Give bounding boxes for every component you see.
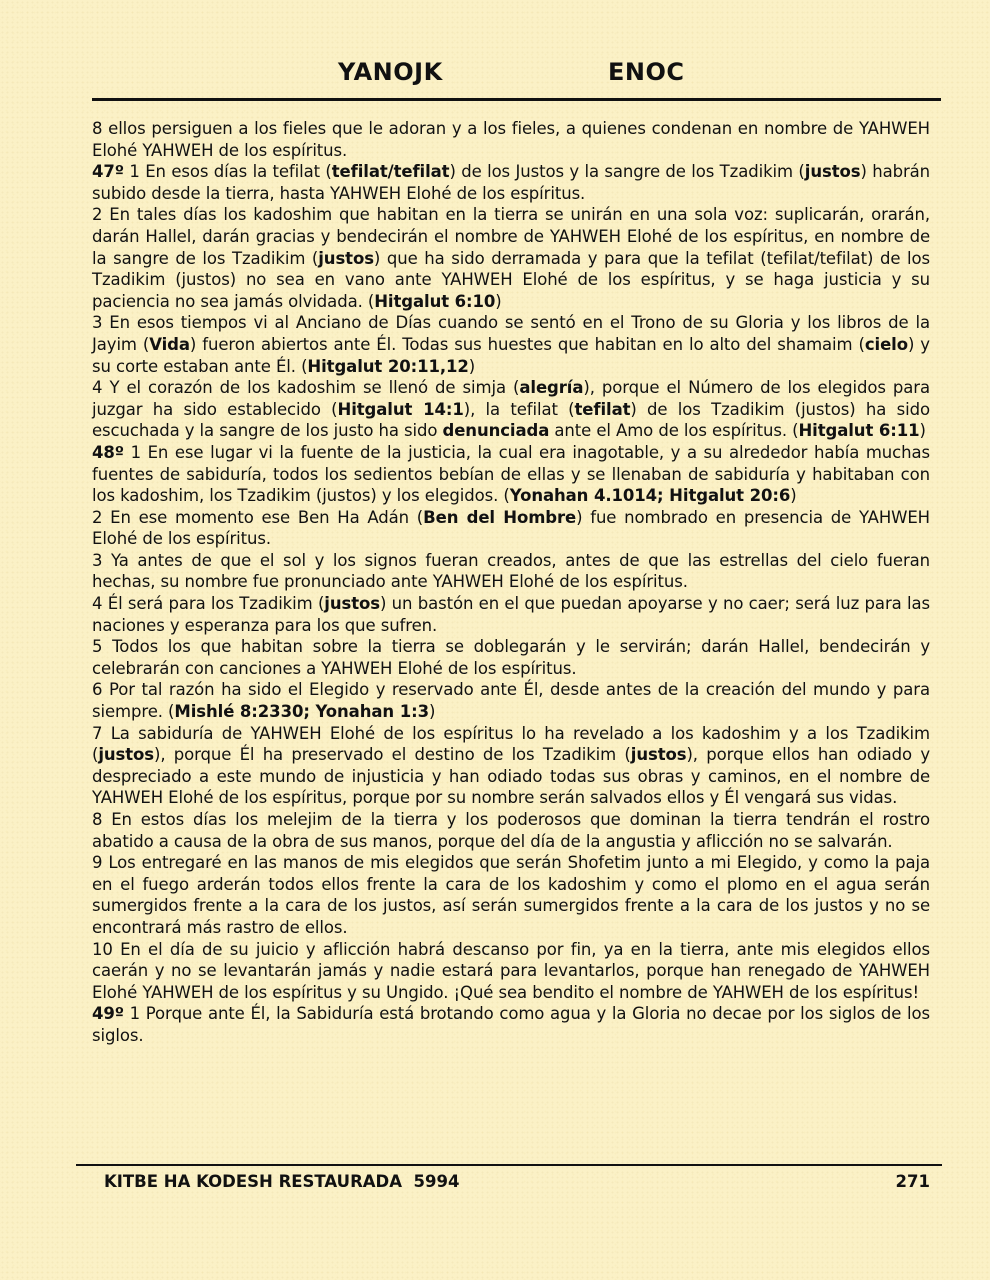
text-run: ) de los Justos y la sangre de los Tzadikim (: [449, 162, 805, 182]
text-run: 1 En esos días la tefilat (: [123, 162, 332, 182]
header-right-title: ENOC: [608, 58, 685, 86]
verse-paragraph: [92, 377, 930, 442]
text-run: 8 ellos persiguen a los fieles que le adoran y a los fieles, a quienes condenan en nombre de YAHWEH Elohé YAHWEH de los espíritus.: [92, 119, 930, 160]
verse-paragraph: [92, 939, 930, 1004]
footer-rule: [76, 1164, 942, 1166]
text-run: ), porque ellos han odiado y despreciado a este mundo de injusticia y han odiado todas sus obras y caminos, en el nombre de YAHWEH Elohé de los espíritus, porque por su nombre serán salvados ellos y Él vengará sus vidas.: [92, 745, 930, 808]
header-rule: [92, 98, 941, 101]
bold-text: justos: [324, 594, 380, 614]
text-run: ) y su corte estaban ante Él. (: [92, 334, 930, 376]
verse-paragraph: [92, 442, 930, 507]
text-run: ) fue nombrado en presencia de YAHWEH Elohé de los espíritus.: [92, 507, 930, 549]
text-run: 5 Todos los que habitan sobre la tierra se doblegarán y le servirán; darán Hallel, bendecirán y celebrarán con canciones a YAHWEH Elohé de los espíritus.: [92, 637, 930, 678]
bold-text: tefilat: [574, 399, 631, 419]
page-header: [92, 58, 942, 90]
bold-text: justos: [804, 162, 861, 182]
text-run: 2 En tales días los kadoshim que habitan en la tierra se unirán en una sola voz: suplicarán, orarán, darán Hallel, darán gracias y bendecirán el nombre de YAHWEH Elohé de los espíritus, en nombre de la sangre de los Tzadikim (: [92, 205, 930, 268]
bold-text: Hitgalut 14:1: [337, 399, 464, 419]
publication-title: KITBE HA KODESH RESTAURADA 5994: [104, 1172, 460, 1191]
verse-paragraph: [92, 723, 930, 809]
verse-paragraph: [92, 852, 930, 938]
page-number: 271: [895, 1172, 930, 1191]
text-run: 9 Los entregaré en las manos de mis elegidos que serán Shofetim junto a mi Elegido, y como la paja en el fuego arderán todos ellos frente la cara de los kadoshim y como el plomo en el agua serán sumergidos frente a la cara de los justos, así serán sumergidos frente a la cara de los justos y no se encontrará más rastro de ellos.: [92, 853, 930, 937]
text-run: ) de los Tzadikim (justos) ha sido escuchada y la sangre de los justo ha sido: [92, 399, 930, 441]
bold-text: Hitgalut 6:10: [374, 291, 496, 311]
bold-text: cielo: [864, 334, 908, 354]
text-run: 7 La sabiduría de YAHWEH Elohé de los espíritus lo ha revelado a los kadoshim y a los Tzadikim (: [92, 723, 930, 765]
text-run: ): [495, 291, 502, 311]
verse-paragraph: [92, 312, 930, 377]
text-run: ), porque el Número de los elegidos para juzgar ha sido establecido (: [92, 378, 930, 419]
text-run: 8 En estos días los melejim de la tierra y los poderosos que dominan la tierra tendrán el rostro abatido a causa de la obra de sus manos, porque del día de la angustia y aflicción no se salvarán.: [92, 810, 930, 851]
text-run: ): [919, 421, 926, 441]
text-run: ): [790, 486, 797, 506]
text-run: 4 Él será para los Tzadikim (: [92, 594, 325, 614]
verse-paragraph: [92, 507, 930, 550]
bold-text: Ben del Hombre: [423, 507, 577, 527]
page-body: [92, 118, 930, 1047]
bold-text: 48º: [92, 442, 124, 462]
bold-text: alegría: [519, 378, 584, 398]
bold-text: justos: [630, 745, 687, 765]
header-left-title: YANOJK: [338, 58, 443, 86]
bold-text: 47º: [92, 162, 124, 182]
text-run: ): [468, 356, 476, 376]
text-run: ): [428, 702, 436, 722]
bold-text: justos: [318, 248, 374, 268]
verse-paragraph: [92, 118, 930, 161]
verse-paragraph: [92, 809, 930, 852]
verse-paragraph: [92, 679, 930, 722]
text-run: 10 En el día de su juicio y aflicción habrá descanso por fin, ya en la tierra, ante mis elegidos ellos caerán y no se levantarán jamás y nadie estará para levantarlos, porque han renegado de YAHWEH Elohé YAHWEH de los espíritus y su Ungido. ¡Qué sea bendito el nombre de YAHWEH de los espíritus!: [92, 939, 930, 1002]
text-run: ), porque Él ha preservado el destino de los Tzadikim (: [154, 745, 631, 765]
text-run: ), la tefilat (: [463, 399, 575, 419]
bold-text: Yonahan 4.1014; Hitgalut 20:6: [509, 486, 791, 506]
text-run: ) un bastón en el que puedan apoyarse y no caer; será luz para las naciones y esperanza para los que sufren.: [92, 594, 930, 635]
verse-paragraph: [92, 204, 930, 312]
bold-text: Hitgalut 20:11,12: [307, 356, 469, 376]
verse-paragraph: [92, 550, 930, 593]
text-run: 3 Ya antes de que el sol y los signos fueran creados, antes de que las estrellas del cielo fueran hechas, su nombre fue pronunciado ante YAHWEH Elohé de los espíritus.: [92, 550, 930, 592]
bold-text: Vida: [149, 334, 190, 354]
verse-paragraph: [92, 593, 930, 636]
bold-text: Mishlé 8:2330; Yonahan 1:3: [174, 702, 429, 722]
bold-text: justos: [98, 745, 155, 765]
text-run: ) habrán subido desde la tierra, hasta YAHWEH Elohé de los espíritus.: [92, 162, 931, 203]
bold-text: Hitgalut 6:11: [798, 421, 920, 441]
bold-text: tefilat/tefilat: [331, 162, 450, 182]
bold-text: denunciada: [442, 421, 550, 441]
text-run: ante el Amo de los espíritus. (: [549, 421, 799, 441]
text-run: 4 Y el corazón de los kadoshim se llenó de simja (: [92, 378, 520, 398]
verse-paragraph: [92, 161, 930, 204]
text-run: 3 En esos tiempos vi al Anciano de Días cuando se sentó en el Trono de su Gloria y los libros de la Jayim (: [92, 313, 930, 354]
verse-paragraph: [92, 1003, 930, 1046]
bold-text: 49º: [92, 1004, 124, 1024]
text-run: 2 En ese momento ese Ben Ha Adán (: [92, 507, 424, 527]
text-run: 6 Por tal razón ha sido el Elegido y reservado ante Él, desde antes de la creación del mundo y para siempre. (: [92, 680, 930, 722]
text-run: 1 En ese lugar vi la fuente de la justicia, la cual era inagotable, y a su alrededor había muchas fuentes de sabiduría, todos los sedientos bebían de ellas y se llenaban de sabiduría y habitaban con los kadoshim, los Tzadikim (justos) y los elegidos. (: [92, 442, 930, 506]
text-run: 1 Porque ante Él, la Sabiduría está brotando como agua y la Gloria no decae por los siglos de los siglos.: [92, 1004, 930, 1045]
verse-paragraph: [92, 636, 930, 679]
text-run: ) fueron abiertos ante Él. Todas sus huestes que habitan en lo alto del shamaim (: [189, 334, 865, 354]
text-run: ) que ha sido derramada y para que la tefilat (tefilat/tefilat) de los Tzadikim (justos) no sea en vano ante YAHWEH Elohé de los espíritus, y se haga justicia y su paciencia no sea jamás olvidada. (: [92, 248, 931, 311]
